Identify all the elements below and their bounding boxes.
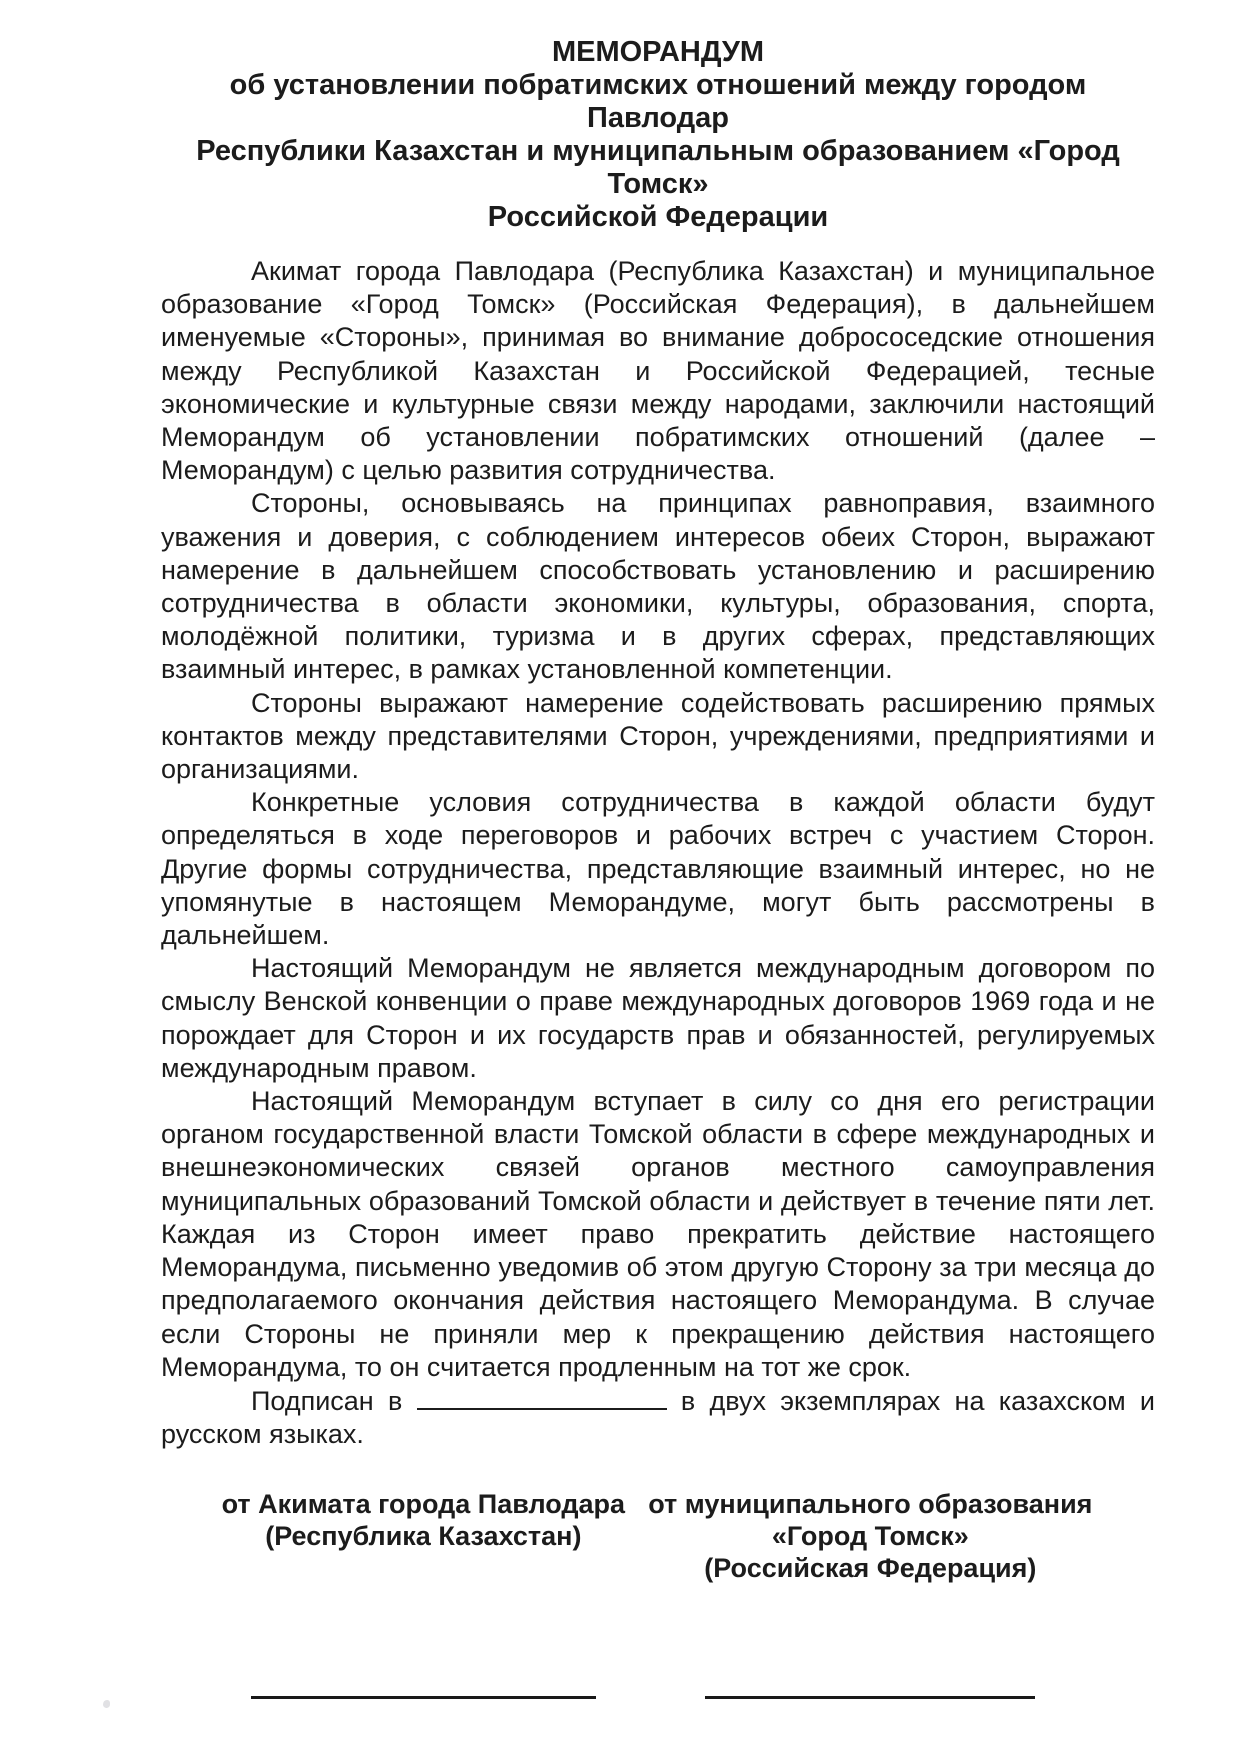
body-paragraph: Стороны выражают намерение содействовать расширению прямых контактов между представителями Сторон, учреждениями, предприятиями и организациями. xyxy=(161,687,1155,785)
signature-block-pavlodar xyxy=(206,1488,641,1699)
signed-in-paragraph xyxy=(161,1384,1155,1451)
signed-in-suffix: в двух экземплярах на казахском и русском языках. xyxy=(161,1385,1155,1450)
document-title-line: об установлении побратимских отношений между городом Павлодар xyxy=(229,69,1087,134)
signature-heading-pavlodar xyxy=(206,1488,641,1638)
document-body xyxy=(161,255,1155,1451)
body-paragraph: Конкретные условия сотрудничества в каждой области будут определяться в ходе переговоров и рабочих встреч с участием Сторон. Другие формы сотрудничества, представляющие взаимный интерес, но не упомянутые в настоящем Меморандуме, могут быть рассмотрены в дальнейшем. xyxy=(161,787,1155,951)
body-paragraph: Настоящий Меморандум не является международным договором по смыслу Венской конвенции о праве международных договоров 1969 года и не порождает для Сторон и их государств прав и обязанностей, регулируемых международным правом. xyxy=(161,953,1155,1083)
signature-heading-line: (Российская Федерация) xyxy=(704,1553,1037,1584)
signature-heading-tomsk xyxy=(641,1488,1100,1638)
scan-speck xyxy=(103,1700,110,1708)
signature-line-tomsk xyxy=(705,1696,1035,1699)
signature-section xyxy=(161,1488,1155,1699)
signature-heading-line: от муниципального образования xyxy=(648,1489,1093,1520)
signature-heading-line: «Город Томск» xyxy=(771,1521,969,1552)
body-paragraph: Настоящий Меморандум вступает в силу со дня его регистрации органом государственной власти Томской области в сфере международных и внешнеэкономических связей органов местного самоуправления муниципальных образований Томской области и действует в течение пяти лет. Каждая из Сторон имеет право прекратить действие настоящего Меморандума, письменно уведомив об этом другую Сторону за три месяца до предполагаемого окончания действия настоящего Меморандума. В случае если Стороны не приняли мер к прекращению действия настоящего Меморандума, то он считается продленным на тот же срок. xyxy=(161,1086,1155,1382)
document-title-line: МЕМОРАНДУМ xyxy=(551,36,765,68)
body-paragraph: Стороны, основываясь на принципах равноправия, взаимного уважения и доверия, с соблюдением интересов обеих Сторон, выражают намерение в дальнейшем способствовать установлению и расширению сотрудничества в области экономики, культуры, образования, спорта, молодёжной политики, туризма и в других сферах, представляющих взаимный интерес, в рамках установленной компетенции. xyxy=(161,488,1155,685)
signature-line-pavlodar xyxy=(251,1696,596,1699)
signed-in-prefix: Подписан в xyxy=(251,1385,403,1416)
signature-place-blank xyxy=(417,1384,667,1410)
signature-heading-line: (Республика Казахстан) xyxy=(265,1521,582,1552)
document-title-line: Российской Федерации xyxy=(487,201,829,233)
signature-heading-line: от Акимата города Павлодара xyxy=(221,1489,626,1520)
document-title xyxy=(161,36,1155,234)
document-title-line: Республики Казахстан и муниципальным образованием «Город Томск» xyxy=(196,135,1120,200)
signature-block-tomsk xyxy=(641,1488,1100,1699)
body-paragraph: Акимат города Павлодара (Республика Казахстан) и муниципальное образование «Город Томск» (Российская Федерация), в дальнейшем именуемые «Стороны», принимая во внимание добрососедские отношения между Республикой Казахстан и Российской Федерацией, тесные экономические и культурные связи между народами, заключили настоящий Меморандум об установлении побратимских отношений (далее – Меморандум) с целью развития сотрудничества. xyxy=(161,256,1155,486)
